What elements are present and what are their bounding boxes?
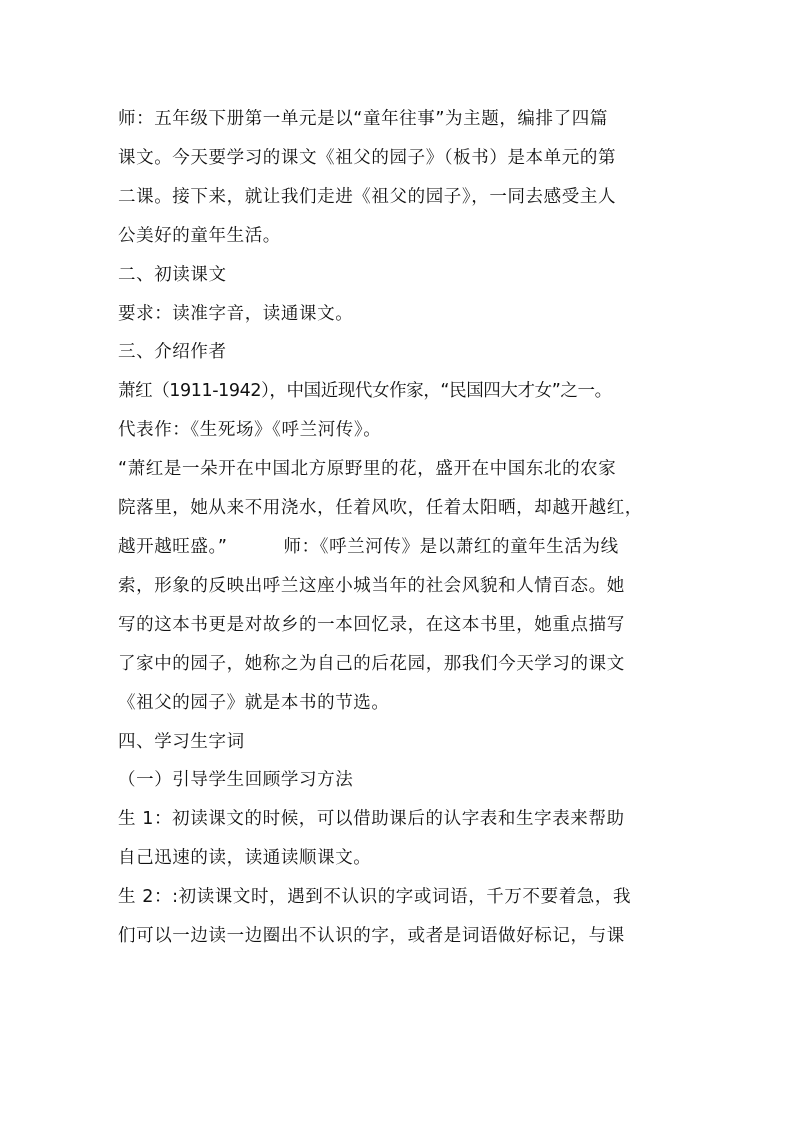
- text-line: 二课。接下来，就让我们走进《祖父的园子》，一同去感受主人: [118, 186, 617, 207]
- paragraph-intro: [118, 100, 678, 256]
- text-line-split: [118, 528, 678, 567]
- text-line: 生 2：:初读课文时，遇到不认识的字或词语，千万不要着急，我: [118, 887, 632, 908]
- paragraph-hulan-river: [118, 528, 678, 723]
- paragraph-requirements: [118, 295, 678, 334]
- quote-end-text: 越开越旺盛。”: [118, 536, 228, 557]
- heading-text: 二、初读课文: [118, 264, 227, 285]
- text-line: 要求：读准字音，读通课文。: [118, 303, 354, 324]
- text-line: 课文。今天要学习的课文《祖父的园子》（板书）是本单元的第: [118, 147, 617, 168]
- section-heading-first-reading: [118, 256, 678, 295]
- text-line: 萧红（1911-1942），中国近现代女作家，“民国四大才女”之一。: [118, 381, 612, 402]
- text-line: 生 1：初读课文的时候，可以借助课后的认字表和生字表来帮助: [118, 809, 625, 830]
- document-body: [118, 100, 678, 956]
- heading-text: 四、学习生字词: [118, 731, 245, 752]
- paragraph-quote: [118, 450, 678, 528]
- subsection-heading-methods: [118, 761, 678, 800]
- text-line: “萧红是一朵开在中国北方原野里的花，盛开在中国东北的农家: [118, 459, 617, 480]
- text-line: 师：五年级下册第一单元是以“童年往事”为主题，编排了四篇: [118, 109, 608, 129]
- teacher-line-text: 师：《呼兰河传》是以萧红的童年生活为线: [283, 536, 619, 557]
- paragraph-author-bio: [118, 372, 678, 450]
- text-line: 自己迅速的读，读通读顺课文。: [118, 848, 372, 869]
- text-line: 《祖父的园子》就是本书的节选。: [118, 692, 390, 713]
- section-heading-author: [118, 333, 678, 372]
- text-line: 们可以一边读一边圈出不认识的字，或者是词语做好标记，与课: [118, 926, 625, 947]
- text-line: 院落里，她从来不用浇水，任着风吹，任着太阳晒，却越开越红，: [118, 498, 643, 519]
- heading-text: 三、介绍作者: [118, 342, 227, 363]
- text-line: 代表作：《生死场》《呼兰河传》。: [118, 420, 382, 441]
- heading-text: （一）引导学生回顾学习方法: [118, 770, 354, 791]
- paragraph-student-2: [118, 878, 678, 956]
- text-line: 公美好的童年生活。: [118, 225, 281, 246]
- text-line: 索，形象的反映出呼兰这座小城当年的社会风貌和人情百态。她: [118, 575, 625, 596]
- section-heading-vocabulary: [118, 723, 678, 762]
- text-line: 了家中的园子，她称之为自己的后花园，那我们今天学习的课文: [118, 653, 625, 674]
- paragraph-student-1: [118, 800, 678, 878]
- text-line: 写的这本书更是对故乡的一本回忆录，在这本书里，她重点描写: [118, 614, 625, 635]
